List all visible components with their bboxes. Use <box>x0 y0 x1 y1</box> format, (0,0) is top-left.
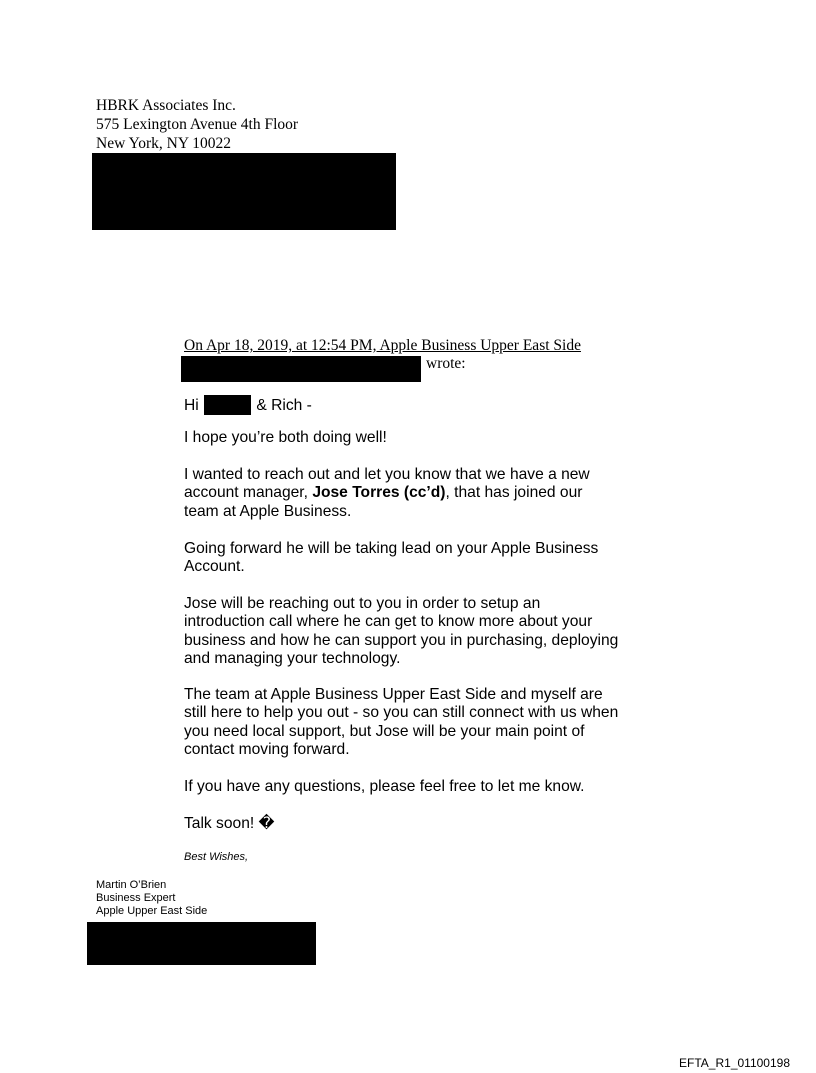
paragraph-text <box>184 466 614 521</box>
letterhead <box>96 96 298 153</box>
paragraph-text: If you have any questions, please feel free to let me know. <box>184 778 585 795</box>
paragraph-text: The team at Apple Business Upper East Side and myself are still here to help you out - so you can still connect with us when you need local support, but Jose will be your main point of contact moving forward. <box>184 686 619 759</box>
paragraph-text: Jose will be reaching out to you in order to setup an introduction call where he can get to know more about your business and how he can support you in purchasing, deploying and managing your technology. <box>184 595 619 668</box>
greeting-suffix: & Rich - <box>256 397 312 414</box>
account-manager-name: Jose Torres (cc’d) <box>312 484 446 502</box>
address-line-2: New York, NY 10022 <box>96 135 232 152</box>
paragraph-text: Going forward he will be taking lead on your Apple Business Account. <box>184 540 599 576</box>
sign-off: Best Wishes, <box>184 851 249 863</box>
paragraph-1 <box>184 429 634 447</box>
redaction-block <box>92 153 396 230</box>
redaction-inline <box>204 395 251 415</box>
signature-location: Apple Upper East Side <box>96 905 208 917</box>
text-segment: , that has joined our team at Apple Business. <box>184 484 583 520</box>
signature-title: Business Expert <box>96 892 176 904</box>
paragraph-text: I hope you’re both doing well! <box>184 429 387 446</box>
greeting-line <box>184 395 634 415</box>
text-segment: I wanted to reach out and let you know that we have a new account manager, <box>184 466 590 502</box>
paragraph-5 <box>184 686 629 760</box>
redaction-block <box>181 356 421 382</box>
greeting-prefix: Hi <box>184 397 199 414</box>
quoted-email-header <box>184 337 581 372</box>
paragraph-text: Talk soon! � <box>184 815 275 832</box>
quote-wrote: wrote: <box>426 355 466 372</box>
company-name: HBRK Associates Inc. <box>96 97 236 114</box>
paragraph-3 <box>184 540 634 577</box>
signature-block <box>96 879 207 918</box>
paragraph-7 <box>184 815 634 833</box>
paragraph-6 <box>184 778 634 796</box>
paragraph-2 <box>184 466 614 521</box>
address-line-1: 575 Lexington Avenue 4th Floor <box>96 116 299 133</box>
paragraph-4 <box>184 595 624 669</box>
quote-date-line: On Apr 18, 2019, at 12:54 PM, Apple Business Upper East Side <box>184 337 581 354</box>
redaction-block <box>87 922 316 965</box>
signature-name: Martin O’Brien <box>96 879 167 891</box>
document-id: EFTA_R1_01100198 <box>679 1056 790 1070</box>
